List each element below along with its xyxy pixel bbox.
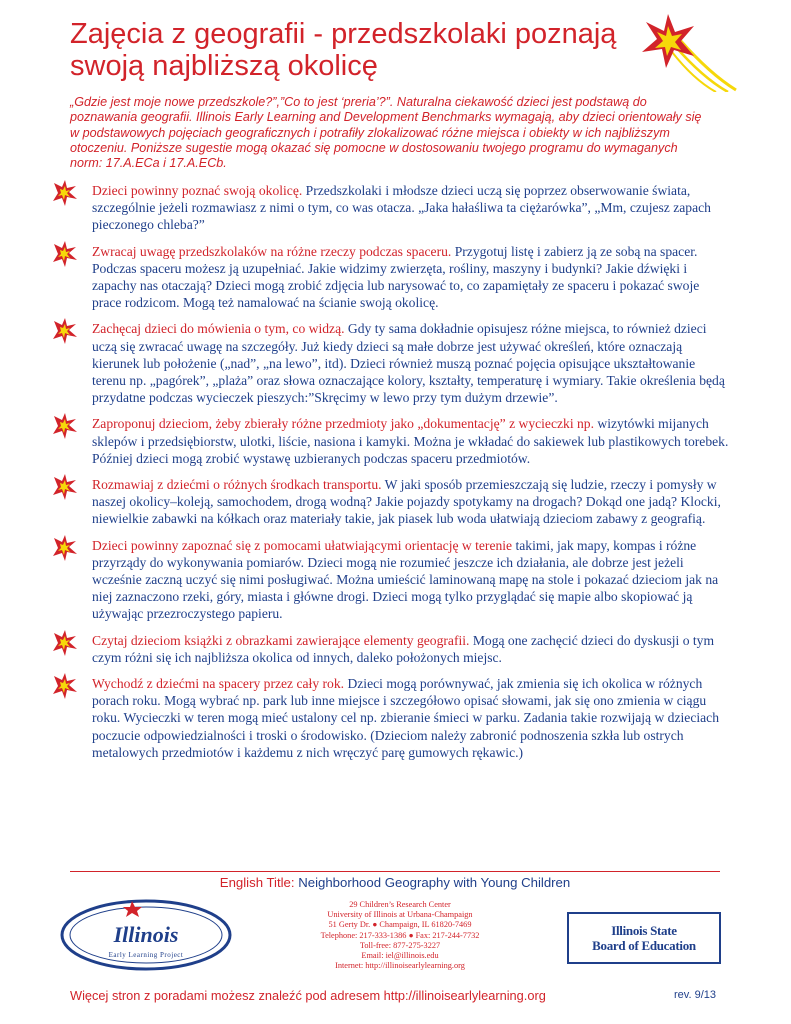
star-bullet-icon [50, 241, 78, 267]
illinois-early-learning-logo [58, 895, 238, 973]
tip-lead: Zaproponuj dzieciom, żeby zbierały różne przedmioty jako „dokumentację” z wycieczki np. [92, 416, 594, 432]
tip-text: Mogą one zachęcić dzieci do dyskusji o tym czym różni się ich najbliższa okolica od innych, daleko położonych miejsc. [92, 632, 715, 665]
list-item [50, 537, 730, 623]
footer-note: Więcej stron z poradami możesz znaleźć pod adresem http://illinoisearlylearning.org [70, 988, 546, 1003]
page-title: Zajęcia z geografii - przedszkolaki poznają swoją najbliższą okolicę [70, 18, 617, 82]
contact-email: Email: iel@illinois.edu [361, 951, 439, 961]
tip-text: Przygotuj listę i zabierz ją ze sobą na spacer. Podczas spaceru możesz ją uzupełniać. Jakie widzimy zwierzęta, rośliny, maszyny i budynki? Jakie dźwięki i zapachy nas otaczają? Dzieci mogą zrobić zdjęcia lub narysować to, co zapamiętały ze spaceru i pokazać swoje prace rodzicom. Mogą też namalować na ścianie swoją okolicę. [92, 243, 700, 311]
tip-lead: Czytaj dzieciom książki z obrazkami zawierające elementy geografii. [92, 632, 470, 648]
logo-subtitle: Early Learning Project [108, 951, 184, 959]
contact-line: University of Illinois at Urbana-Champaign [327, 910, 473, 920]
tip-text: Dzieci mogą porównywać, jak zmienia się ich okolica w różnych porach roku. Mogą wybrać np. park lub inne miejsce i szczegółowo opisać słowami, jak się ono zmienia w ciągu roku. Wycieczki w teren mogą mieć ustalony cel np. zbieranie śmieci w parku. Zadania takie rozwijają w dzieciach poczucie odpowiedzialności i troski o środowisko. (Dzieciom należy zabronić podnoszenia szkła lub ostrych metalowych przedmiotów i każdemu z nich wręczyć parę gumowych rękawic.) [92, 676, 719, 760]
tip-text: takimi, jak mapy, kompas i różne przyrządy do wykonywania pomiarów. Dzieci mogą nie rozumieć jeszcze ich działania, ale dobrze jest jeżeli wcześnie zaczną uczyć się nimi posługiwać. Można umieścić laminowaną mapę na stole i pokazać dzieciom jak na niej zaznaczono rzeki, góry, miasta i główne drogi. Dzieci mogą tylko przyglądać się mapie albo skopiować ją używając przezroczystego papieru. [92, 537, 719, 622]
tip-lead: Zwracaj uwagę przedszkolaków na różne rzeczy podczas spaceru. [92, 243, 452, 259]
contact-line: 51 Gerty Dr. ● Champaign, IL 61820-7469 [328, 920, 472, 930]
list-item [50, 675, 730, 761]
tip-lead: Dzieci powinny zapoznać się z pomocami ułatwiającymi orientację w terenie [92, 537, 513, 553]
star-bullet-icon [50, 318, 78, 344]
divider [70, 871, 720, 872]
tip-lead: Rozmawiaj z dziećmi o różnych środkach transportu. [92, 477, 382, 493]
shooting-star-icon [628, 12, 738, 92]
intro-paragraph: „Gdzie jest moje nowe przedszkole?”,”Co to jest ‘preria’?”. Naturalna ciekawość dzieci jest podstawą do poznawania geografii. Illinois Early Learning and Development Benchmarks wymagają, aby dzieci orientowały się w podstawowych pojęciach geograficznych i potrafiły zlokalizować różne miejsca i obiekty w ich najbliższym otoczeniu. Poniższe sugestie mogą okazać się pomocne w dostosowaniu twojego programu do wymaganych norm: 17.A.ECa i 17.A.ECb. [70, 95, 702, 171]
tip-text: wizytówki mijanych sklepów i przedsiębiorstw, ulotki, liście, nasiona i kamyki. Można je wkładać do sakiewek lub plastikowych torebek. Później dzieci mogą zrobić wystawę uzbieranych podczas spaceru przedmiotów. [92, 416, 729, 466]
list-item [50, 182, 730, 234]
tip-lead: Wychodź z dziećmi na spacery przez cały rok. [92, 676, 345, 692]
contact-line: Telephone: 217-333-1386 ● Fax: 217-244-7732 [320, 930, 480, 940]
isbe-line: Illinois State [611, 923, 677, 938]
english-title-text: Neighborhood Geography with Young Children [294, 875, 571, 890]
contact-block [300, 900, 500, 971]
english-title [70, 875, 720, 890]
star-bullet-icon [50, 413, 78, 439]
list-item [50, 243, 730, 312]
isbe-logo [567, 912, 721, 964]
revision-label: rev. 9/13 [674, 989, 716, 1001]
contact-website: Internet: http://illinoisearlylearning.org [335, 961, 465, 971]
star-bullet-icon [50, 474, 78, 500]
list-item [50, 320, 730, 406]
contact-line: 29 Children’s Research Center [349, 900, 451, 909]
list-item [50, 415, 730, 467]
tip-lead: Dzieci powinny poznać swoją okolicę. [92, 183, 303, 198]
english-title-label: English Title: [219, 875, 295, 890]
star-bullet-icon [50, 630, 78, 656]
star-bullet-icon [50, 535, 78, 561]
isbe-line: Board of Education [592, 938, 696, 953]
contact-line: Toll-free: 877-275-3227 [359, 940, 441, 950]
logo-brand: Illinois [113, 922, 179, 947]
tips-list [50, 182, 730, 770]
tip-text: Gdy ty sama dokładnie opisujesz różne miejsca, to również dzieci uczą się zwracać uwagę na szczegóły. Już kiedy dzieci są małe dobrze jest używać określeń, które oznaczają kierunek lub położenie („nad”, „na lewo”, itd). Dzieci również muszą poznać pojęcia opisujące ukształtowanie terenu np. „pagórek”, „plaża” oraz słowa oznaczające kolory, kształty, temperaturę i wymiary. Takie określenia będą przydatne podczas wycieczek pieszych:”Skręcimy w lewo przy tym dużym drzewie”. [92, 321, 725, 406]
list-item [50, 476, 730, 528]
tip-text: W jaki sposób przemieszczają się ludzie, rzeczy i pomysły w naszej okolicy–koleją, samochodem, drogą wodną? Jakie pojazdy spotykamy na drogach? Dokąd one jadą? Klocki, niewielkie zabawki na kółkach oraz materiały takie, jak piasek lub woda ułatwiają dzieciom zabawy z geografią. [92, 477, 721, 527]
star-bullet-icon [50, 180, 78, 206]
star-bullet-icon [50, 673, 78, 699]
tip-lead: Zachęcaj dzieci do mówienia o tym, co widzą. [92, 321, 345, 337]
tip-text: Przedszkolaki i młodsze dzieci uczą się poprzez obserwowanie świata, szczególnie jeżeli rozmawiasz z nimi o tym, co was otacza. „Jaka hałaśliwa ta ciężarówka”, „Mm, czujesz zapach pieczonego chleba?” [92, 183, 711, 233]
list-item [50, 632, 730, 666]
